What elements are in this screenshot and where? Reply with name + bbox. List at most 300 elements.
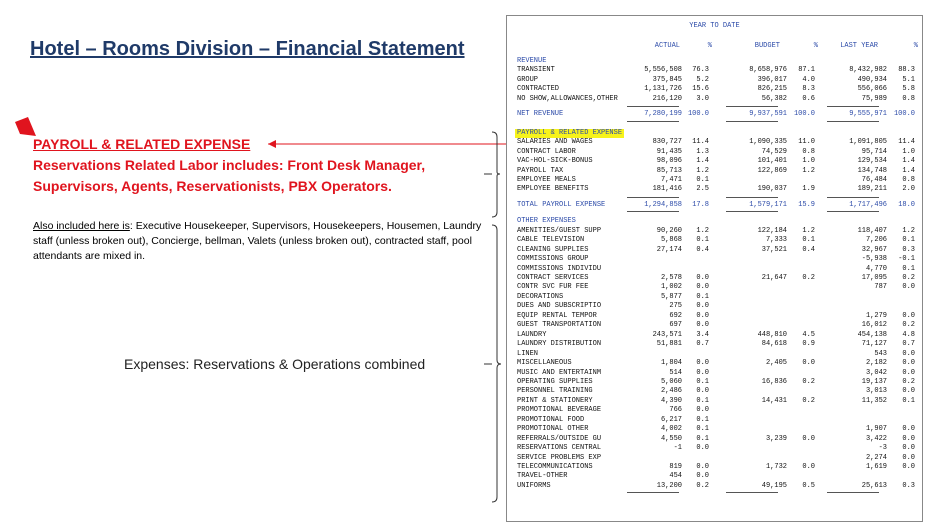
cell-label: TOTAL PAYROLL EXPENSE <box>517 200 606 209</box>
cell-label: NET REVENUE <box>517 110 564 119</box>
rule-line <box>726 492 778 493</box>
cell-label: DECORATIONS <box>517 292 564 301</box>
cell-ly: 556,066 <box>857 85 887 94</box>
cell-p1: 1.3 <box>696 147 709 156</box>
cell-ly: 7,206 <box>865 236 887 245</box>
cell-p1: 0.0 <box>696 321 709 330</box>
payroll-row <box>517 138 917 147</box>
cell-p3: 1.4 <box>902 166 915 175</box>
cell-p1: 0.1 <box>696 292 709 301</box>
cell-label: CONTR SVC FUR FEE <box>517 283 589 292</box>
cell-p3: 0.0 <box>902 387 915 396</box>
cell-actual: 1,804 <box>660 359 682 368</box>
other-expense-row <box>517 369 917 378</box>
cell-actual: 181,416 <box>652 185 682 194</box>
cell-p3: 0.3 <box>902 481 915 490</box>
cell-label: CONTRACT LABOR <box>517 147 576 156</box>
cell-budget: 448,810 <box>757 330 787 339</box>
cell-ly: -3 <box>878 444 887 453</box>
cell-p1: 17.8 <box>692 200 709 209</box>
cell-p3: 5.1 <box>902 75 915 84</box>
cell-actual: 216,120 <box>652 94 682 103</box>
cell-ly: 118,407 <box>857 226 887 235</box>
cell-ly: 95,714 <box>861 147 887 156</box>
cell-ly: 2,274 <box>865 453 887 462</box>
cell-p1: 3.0 <box>696 94 709 103</box>
cell-p2: 0.0 <box>802 463 815 471</box>
payroll-row <box>517 185 917 194</box>
cell-actual: 5,877 <box>660 292 682 301</box>
cell-ly: 16,012 <box>861 321 887 330</box>
other-expense-row <box>517 293 917 302</box>
cell-p2: 0.2 <box>802 274 815 282</box>
cell-actual: 6,217 <box>660 415 682 424</box>
cell-p1: 0.0 <box>696 472 709 481</box>
cell-budget: 14,431 <box>761 396 787 405</box>
cell-p3: 5.8 <box>902 85 915 94</box>
cell-ly: 454,138 <box>857 330 887 339</box>
cell-p1: 0.1 <box>696 415 709 424</box>
cell-label: SERVICE PROBLEMS EXP <box>517 453 602 462</box>
cell-actual: 7,280,199 <box>644 110 682 119</box>
cell-ly: 4,770 <box>865 264 887 273</box>
rule-line <box>827 121 879 122</box>
cell-ly: 32,967 <box>861 245 887 254</box>
other-expense-row <box>517 265 917 274</box>
other-expense-row <box>517 246 917 255</box>
rule-line <box>726 211 778 212</box>
cell-budget: 8,658,976 <box>749 66 787 75</box>
cell-p3: 4.8 <box>902 330 915 339</box>
cell-label: CABLE TELEVISION <box>517 236 585 245</box>
cell-actual: 697 <box>669 321 682 330</box>
section-other-expenses <box>517 217 917 226</box>
other-expense-row <box>517 331 917 340</box>
revenue-row <box>517 76 917 85</box>
other-expense-row <box>517 283 917 292</box>
cell-actual: 243,571 <box>652 330 682 339</box>
rule-line <box>627 492 679 493</box>
payroll-description-line-1: Reservations Related Labor includes: Front Desk Manager, <box>33 157 426 173</box>
cell-p3: 0.0 <box>902 425 915 434</box>
cell-ly: 2,182 <box>865 359 887 368</box>
column-header-pct-last-year: % <box>913 42 918 50</box>
cell-ly: 25,613 <box>861 481 887 490</box>
cell-ly: 1,091,805 <box>849 138 887 147</box>
cell-ly: 17,095 <box>861 274 887 282</box>
other-expense-row <box>517 302 917 311</box>
cell-p2: 0.0 <box>802 359 815 368</box>
cell-p2: 0.0 <box>802 434 815 443</box>
cell-ly: 71,127 <box>861 340 887 349</box>
cell-ly: 1,907 <box>865 425 887 434</box>
cell-label: LINEN <box>517 349 539 358</box>
cell-p3: 0.1 <box>902 396 915 405</box>
rule-line <box>827 106 879 107</box>
cell-label: DUES AND SUBSCRIPTIO <box>517 302 602 311</box>
cell-ly: 3,013 <box>865 387 887 396</box>
rule-line <box>627 211 679 212</box>
other-expense-row <box>517 350 917 359</box>
cell-p2: 1.9 <box>802 185 815 194</box>
other-expense-row <box>517 416 917 425</box>
revenue-row <box>517 95 917 104</box>
cell-p3: 0.0 <box>902 434 915 443</box>
cell-p2: 1.2 <box>802 166 815 175</box>
cell-actual: 5,060 <box>660 377 682 386</box>
cell-p1: 0.1 <box>696 236 709 245</box>
cell-p1: 0.1 <box>696 396 709 405</box>
cell-label: COMMISSIONS INDIVIDU <box>517 264 602 273</box>
cell-label: REFERRALS/OUTSIDE GU <box>517 434 602 443</box>
other-expense-row <box>517 227 917 236</box>
cell-p3: 1.4 <box>902 157 915 166</box>
cell-label: NO SHOW,ALLOWANCES,OTHER <box>517 94 618 103</box>
cell-p2: 1.2 <box>802 226 815 235</box>
cell-ly: -5,938 <box>861 255 887 264</box>
cell-p1: 1.2 <box>696 166 709 175</box>
cell-actual: 98,096 <box>656 157 682 166</box>
cell-p1: 0.0 <box>696 368 709 377</box>
payroll-row <box>517 176 917 185</box>
cell-actual: 91,435 <box>656 147 682 156</box>
other-expense-row <box>517 274 917 283</box>
cell-p2: 11.0 <box>798 138 815 147</box>
also-included-text: : Executive Housekeeper, Supervisors, Housekeepers, Housemen, Laundry staff (unless broken out), Concierge, bellman, Valets (unless broken out), contracted staff, pool attendants are mixed in. <box>33 220 482 262</box>
cell-p2: 0.1 <box>802 236 815 245</box>
cell-p2: 87.1 <box>798 66 815 75</box>
cell-p1: 0.1 <box>696 175 709 184</box>
cell-label: TRAVEL-OTHER <box>517 472 568 481</box>
cell-p2: 0.6 <box>802 94 815 103</box>
cell-p3: 0.0 <box>902 283 915 292</box>
payroll-row <box>517 157 917 166</box>
cell-p1: 11.4 <box>692 138 709 147</box>
cell-label: RESERVATIONS CENTRAL <box>517 444 602 453</box>
cell-budget: 1,579,171 <box>749 200 787 209</box>
cell-p1: 0.0 <box>696 406 709 415</box>
other-expense-row <box>517 321 917 330</box>
cell-label: PROMOTIONAL OTHER <box>517 425 589 434</box>
other-expense-row <box>517 463 917 472</box>
cell-ly: 19,137 <box>861 377 887 386</box>
cell-p1: 0.0 <box>696 387 709 396</box>
cell-label: LAUNDRY <box>517 330 547 339</box>
column-header-actual: ACTUAL <box>654 42 680 50</box>
cell-p3: 0.0 <box>902 453 915 462</box>
cell-p1: 0.1 <box>696 377 709 386</box>
cell-actual: 692 <box>669 311 682 320</box>
cell-label: UNIFORMS <box>517 481 551 490</box>
cell-p2: 15.9 <box>798 200 815 209</box>
cell-ly: 787 <box>874 283 887 292</box>
cell-p2: 0.8 <box>802 147 815 156</box>
cell-label: VAC-HOL-SICK-BONUS <box>517 157 593 166</box>
cell-p1: 0.7 <box>696 340 709 349</box>
cell-actual: 27,174 <box>656 245 682 254</box>
cell-p1: 3.4 <box>696 330 709 339</box>
payroll-row <box>517 148 917 157</box>
cell-label: CONTRACT SERVICES <box>517 274 589 282</box>
cell-p2: 0.4 <box>802 245 815 254</box>
payroll-row <box>517 167 917 176</box>
cell-budget: 190,037 <box>757 185 787 194</box>
cell-p3: 0.0 <box>902 444 915 453</box>
cell-ly: 8,432,982 <box>849 66 887 75</box>
cell-label: CONTRACTED <box>517 85 560 94</box>
cell-budget: 7,333 <box>765 236 787 245</box>
cell-p1: 0.0 <box>696 283 709 292</box>
other-expense-row <box>517 359 917 368</box>
other-expense-row <box>517 472 917 481</box>
column-header-last-year: LAST YEAR <box>840 42 878 50</box>
cell-p1: 2.5 <box>696 185 709 194</box>
cell-p3: 0.0 <box>902 311 915 320</box>
cell-label: PRINT & STATIONERY <box>517 396 593 405</box>
rule-line <box>627 121 679 122</box>
other-expense-row <box>517 435 917 444</box>
cell-actual: 85,713 <box>656 166 682 175</box>
cell-label: TRANSIENT <box>517 66 555 75</box>
cell-budget: 37,521 <box>761 245 787 254</box>
cell-p3: 0.2 <box>902 377 915 386</box>
cell-label: COMMISSIONS GROUP <box>517 255 589 264</box>
cell-label: EMPLOYEE MEALS <box>517 175 576 184</box>
cell-actual: 7,471 <box>660 175 682 184</box>
cell-label: MUSIC AND ENTERTAINM <box>517 368 602 377</box>
cell-actual: 830,727 <box>652 138 682 147</box>
cell-ly: 189,211 <box>857 185 887 194</box>
cell-budget: 56,382 <box>761 94 787 103</box>
cell-budget: 9,937,591 <box>749 110 787 119</box>
cell-p3: 0.0 <box>902 368 915 377</box>
cell-p3: 0.8 <box>902 94 915 103</box>
cell-ly: 1,717,496 <box>849 200 887 209</box>
cell-actual: 275 <box>669 302 682 311</box>
cell-ly: 129,534 <box>857 157 887 166</box>
other-expense-row <box>517 312 917 321</box>
cell-p3: -0.1 <box>898 255 915 264</box>
cell-label: OPERATING SUPPLIES <box>517 377 593 386</box>
cell-p3: 1.2 <box>902 226 915 235</box>
cell-ly: 75,989 <box>861 94 887 103</box>
cell-label: PAYROLL & RELATED EXPENSE <box>517 128 623 137</box>
cell-label: PROMOTIONAL FOOD <box>517 415 585 424</box>
cell-label: OTHER EXPENSES <box>517 217 576 226</box>
cell-actual: 1,002 <box>660 283 682 292</box>
cell-ly: 3,042 <box>865 368 887 377</box>
cell-label: SALARIES AND WAGES <box>517 138 593 147</box>
other-expense-row <box>517 387 917 396</box>
cell-p2: 1.0 <box>802 157 815 166</box>
payroll-heading: PAYROLL & RELATED EXPENSE <box>33 136 251 152</box>
cell-p1: 5.2 <box>696 75 709 84</box>
cell-ly: 1,619 <box>865 463 887 471</box>
other-expense-row <box>517 378 917 387</box>
cell-budget: 21,647 <box>761 274 787 282</box>
cell-actual: 4,550 <box>660 434 682 443</box>
cell-p3: 18.0 <box>898 200 915 209</box>
rule-line <box>627 197 679 198</box>
cell-label: PERSONNEL TRAINING <box>517 387 593 396</box>
cell-actual: 51,881 <box>656 340 682 349</box>
expenses-label: Expenses: Reservations & Operations combined <box>124 356 426 372</box>
cell-p1: 0.4 <box>696 245 709 254</box>
cell-ly: 9,555,971 <box>849 110 887 119</box>
other-expense-row <box>517 444 917 453</box>
cell-p3: 11.4 <box>898 138 915 147</box>
cell-budget: 3,239 <box>765 434 787 443</box>
cell-actual: 766 <box>669 406 682 415</box>
cell-p1: 0.0 <box>696 274 709 282</box>
cell-budget: 396,017 <box>757 75 787 84</box>
cell-p3: 0.1 <box>902 264 915 273</box>
cell-p3: 0.2 <box>902 321 915 330</box>
cell-p2: 4.0 <box>802 75 815 84</box>
cell-budget: 16,836 <box>761 377 787 386</box>
cell-p1: 0.2 <box>696 481 709 490</box>
cell-label: TELECOMMUNICATIONS <box>517 463 593 471</box>
cell-p3: 0.3 <box>902 245 915 254</box>
cell-budget: 122,184 <box>757 226 787 235</box>
cell-budget: 2,405 <box>765 359 787 368</box>
cell-ly: 543 <box>874 349 887 358</box>
cell-p3: 0.0 <box>902 463 915 471</box>
cell-label: GROUP <box>517 75 539 84</box>
rule-line <box>827 492 879 493</box>
cell-budget: 84,618 <box>761 340 787 349</box>
cell-ly: 11,352 <box>861 396 887 405</box>
revenue-row <box>517 85 917 94</box>
cell-p2: 100.0 <box>793 110 815 119</box>
cell-p2: 0.2 <box>802 377 815 386</box>
cell-p1: 0.0 <box>696 463 709 471</box>
other-expense-row <box>517 406 917 415</box>
cell-actual: -1 <box>673 444 682 453</box>
cell-label: MISCELLANEOUS <box>517 359 572 368</box>
also-included-lead: Also included here is <box>33 220 130 232</box>
cell-actual: 2,486 <box>660 387 682 396</box>
cell-p2: 0.5 <box>802 481 815 490</box>
cell-actual: 5,556,508 <box>644 66 682 75</box>
cell-label: PAYROLL TAX <box>517 166 564 175</box>
section-payroll <box>517 129 917 138</box>
statement-period: YEAR TO DATE <box>689 22 740 30</box>
cell-label: GUEST TRANSPORTATION <box>517 321 602 330</box>
cell-budget: 101,401 <box>757 157 787 166</box>
cell-actual: 1,294,858 <box>644 200 682 209</box>
other-expense-row <box>517 425 917 434</box>
cell-actual: 514 <box>669 368 682 377</box>
cell-label: EMPLOYEE BENEFITS <box>517 185 589 194</box>
cell-p3: 100.0 <box>893 110 915 119</box>
cell-actual: 5,868 <box>660 236 682 245</box>
cell-budget: 826,215 <box>757 85 787 94</box>
cell-p3: 0.1 <box>902 236 915 245</box>
cell-budget: 1,090,335 <box>749 138 787 147</box>
section-revenue <box>517 57 917 66</box>
cell-p1: 0.0 <box>696 359 709 368</box>
cell-p1: 0.1 <box>696 434 709 443</box>
cell-actual: 375,845 <box>652 75 682 84</box>
total-payroll-row <box>517 201 917 210</box>
cell-actual: 4,002 <box>660 425 682 434</box>
cell-label: LAUNDRY DISTRIBUTION <box>517 340 602 349</box>
other-expense-row <box>517 236 917 245</box>
net-revenue-row <box>517 110 917 119</box>
cell-ly: 76,484 <box>861 175 887 184</box>
cell-p2: 4.5 <box>802 330 815 339</box>
cell-p2: 0.2 <box>802 396 815 405</box>
cell-p1: 0.0 <box>696 302 709 311</box>
column-header-budget: BUDGET <box>754 42 780 50</box>
cell-actual: 1,131,726 <box>644 85 682 94</box>
cell-p3: 0.0 <box>902 349 915 358</box>
cell-p2: 0.9 <box>802 340 815 349</box>
cell-actual: 4,390 <box>660 396 682 405</box>
cell-p1: 15.6 <box>692 85 709 94</box>
other-expense-row <box>517 397 917 406</box>
cell-p2: 8.3 <box>802 85 815 94</box>
cell-ly: 3,422 <box>865 434 887 443</box>
cell-actual: 2,578 <box>660 274 682 282</box>
payroll-description-line-2: Supervisors, Agents, Reservationists, PBX Operators. <box>33 178 392 194</box>
other-expense-row <box>517 255 917 264</box>
rule-line <box>627 106 679 107</box>
cell-p3: 0.0 <box>902 359 915 368</box>
cell-actual: 819 <box>669 463 682 471</box>
cell-budget: 122,869 <box>757 166 787 175</box>
cell-budget: 49,195 <box>761 481 787 490</box>
rule-line <box>726 197 778 198</box>
cell-p3: 2.0 <box>902 185 915 194</box>
cell-p1: 100.0 <box>687 110 709 119</box>
cell-label: EQUIP RENTAL TEMPOR <box>517 311 597 320</box>
cell-p1: 1.2 <box>696 226 709 235</box>
cell-budget: 74,529 <box>761 147 787 156</box>
rule-line <box>827 197 879 198</box>
cell-actual: 13,200 <box>656 481 682 490</box>
cell-p3: 0.8 <box>902 175 915 184</box>
column-header-pct-budget: % <box>813 42 818 50</box>
rule-line <box>827 211 879 212</box>
cell-budget: 1,732 <box>765 463 787 471</box>
column-header-pct-actual: % <box>707 42 712 50</box>
cell-p3: 88.3 <box>898 66 915 75</box>
cell-p1: 76.3 <box>692 66 709 75</box>
cell-label: AMENITIES/GUEST SUPP <box>517 226 602 235</box>
cell-p1: 0.1 <box>696 425 709 434</box>
cell-p1: 0.0 <box>696 311 709 320</box>
rule-line <box>726 121 778 122</box>
cell-p1: 0.0 <box>696 444 709 453</box>
other-expense-row <box>517 482 917 491</box>
cell-p3: 1.0 <box>902 147 915 156</box>
cell-p1: 1.4 <box>696 157 709 166</box>
cell-ly: 134,748 <box>857 166 887 175</box>
cell-label: PROMOTIONAL BEVERAGE <box>517 406 602 415</box>
revenue-row <box>517 66 917 75</box>
financial-statement <box>506 15 923 522</box>
cell-p3: 0.7 <box>902 340 915 349</box>
cell-label: CLEANING SUPPLIES <box>517 245 589 254</box>
other-expense-row <box>517 340 917 349</box>
cell-p3: 0.2 <box>902 274 915 282</box>
cell-ly: 1,279 <box>865 311 887 320</box>
cell-ly: 490,934 <box>857 75 887 84</box>
rule-line <box>726 106 778 107</box>
cell-actual: 454 <box>669 472 682 481</box>
